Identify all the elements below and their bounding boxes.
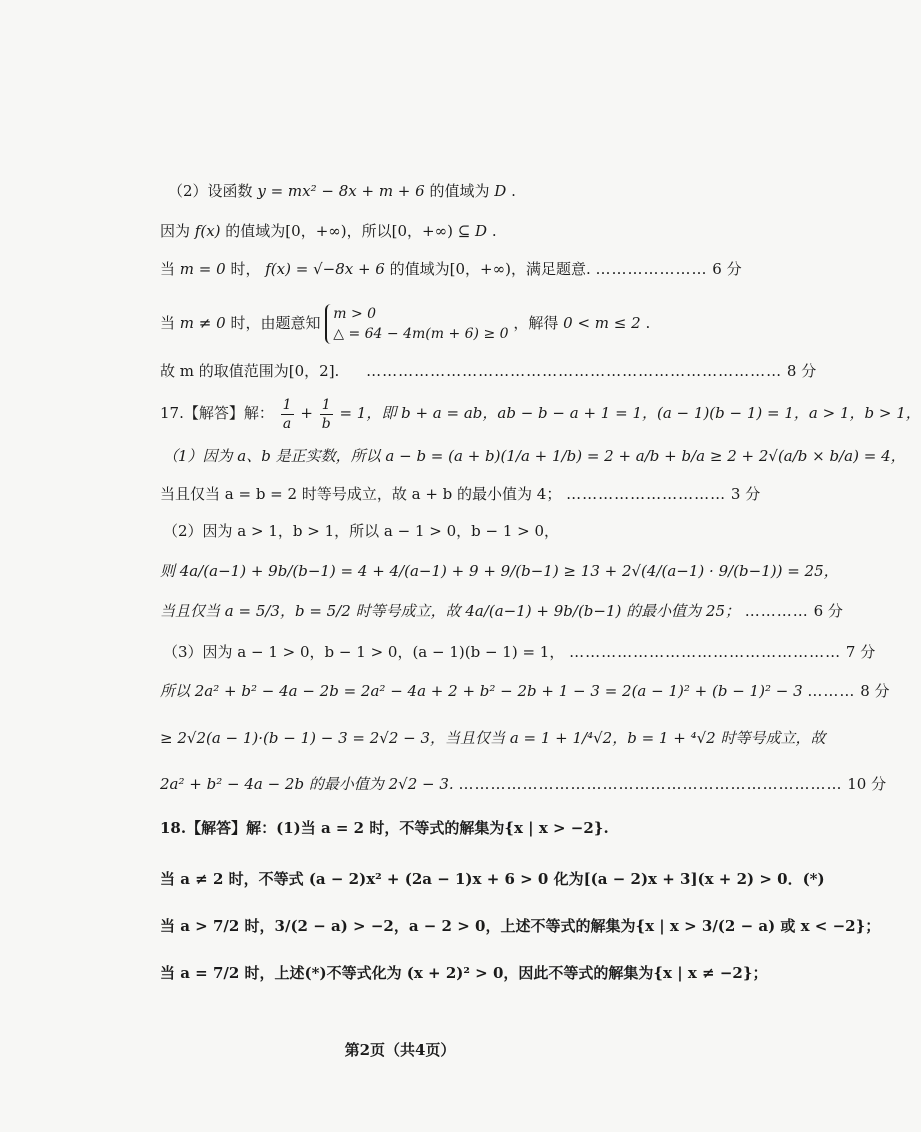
q17-2a-line: [163, 521, 559, 541]
text: 则 4a/(a−1) + 9b/(b−1) = 4 + 4/(a−1) + 9 + 9/(b−1) ≥ 13 + 2√(4/(a−1) · 9/(b−1)) = 25，: [160, 562, 839, 580]
text: （1）因为 a、b 是正实数，所以 a − b = (a + b)(1/a + 1/b) = 2 + a/b + b/a ≥ 2 + 2√(a/b × b/a) = 4，: [163, 447, 906, 465]
leader-dots: ……………………………………………………………………: [366, 362, 783, 380]
numerator: 1: [320, 396, 333, 415]
score: 8 分: [860, 682, 890, 700]
formula: = 1，即 b + a = ab，ab − b − a + 1 = 1，(a − 1)(b − 1) = 1，a > 1，b > 1，: [339, 404, 921, 422]
text: 故 m 的取值范围为[0，2].: [160, 362, 340, 380]
leader-dots: ……………………………………………: [569, 643, 842, 661]
q17-1a-line: [163, 446, 906, 466]
text: .: [491, 222, 497, 240]
operator: +: [300, 404, 313, 422]
formula: m = 0: [179, 260, 226, 278]
system-row: m > 0: [333, 306, 377, 322]
text: .: [645, 314, 651, 332]
page-footer: 第2页（共4页）: [344, 1041, 456, 1059]
text: 时，由题意知: [230, 314, 321, 332]
leader-dots: ………………………………………………………………: [458, 775, 843, 793]
score: 6 分: [813, 602, 843, 620]
leader-dots: …………: [744, 602, 809, 620]
fraction: [281, 396, 294, 433]
q18-c-line: [160, 963, 768, 983]
equation-system: [325, 304, 508, 344]
text: （2）设函数: [168, 182, 253, 200]
score: 8 分: [786, 362, 817, 380]
text: ，解得: [513, 314, 559, 332]
symbol: D: [475, 222, 488, 240]
fraction: [320, 396, 333, 433]
formula: f(x): [194, 222, 221, 240]
q17-head-line: [160, 395, 921, 433]
formula: f(x) = √−8x + 6: [265, 260, 385, 278]
formula: y = mx² − 8x + m + 6: [257, 182, 425, 200]
q18-a-line: [160, 869, 825, 889]
p2-conclusion-line: [160, 361, 816, 381]
q17-2c-line: [160, 601, 843, 621]
text: 当 a > 7/2 时，3/(2 − a) > −2，a − 2 > 0，上述不等式的解集为{x | x > 3/(2 − a) 或 x < −2}；: [160, 917, 881, 935]
q18-b-line: [160, 916, 880, 936]
q17-3a-line: [163, 642, 875, 662]
q17-3d-line: [160, 774, 886, 794]
symbol: D: [494, 182, 507, 200]
score: 6 分: [712, 260, 742, 278]
p2-mn0-line: [160, 301, 650, 345]
text: ≥ 2√2(a − 1)·(b − 1) − 3 = 2√2 − 3，当且仅当 a = 1 + 1/⁴√2，b = 1 + ⁴√2 时等号成立，故: [160, 729, 826, 747]
text: （2）因为 a > 1，b > 1，所以 a − 1 > 0，b − 1 > 0，: [163, 522, 560, 540]
leader-dots: ………: [807, 682, 856, 700]
text: 所以 2a² + b² − 4a − 2b = 2a² − 4a + 2 + b² − 2b + 1 − 3 = 2(a − 1)² + (b − 1)² − 3: [160, 682, 803, 700]
q17-2b-line: [160, 561, 839, 581]
text: （3）因为 a − 1 > 0，b − 1 > 0，(a − 1)(b − 1) = 1，: [163, 643, 565, 661]
q17-3b-line: [160, 681, 890, 701]
text: 因为: [160, 222, 191, 240]
score: 3 分: [730, 485, 761, 503]
text: 2a² + b² − 4a − 2b 的最小值为 2√2 − 3.: [160, 775, 454, 793]
text: 当: [160, 314, 176, 332]
text: 18.【解答】解：(1)当 a = 2 时，不等式的解集为{x | x > −2}.: [160, 819, 609, 837]
leader-dots: …………………: [595, 260, 708, 278]
text: 当 a = 7/2 时，上述(*)不等式化为 (x + 2)² > 0，因此不等式的解集为{x | x ≠ −2}；: [160, 964, 768, 982]
p2-range-line: [160, 221, 497, 241]
question-label: 17.【解答】解：: [160, 404, 274, 422]
denominator: b: [321, 415, 331, 432]
text: 的值域为[0，+∞)，所以[0，+∞) ⊆: [225, 222, 471, 240]
formula: m ≠ 0: [179, 314, 226, 332]
q17-3c-line: [160, 728, 825, 748]
text: 当: [160, 260, 176, 278]
leader-dots: …………………………: [566, 485, 727, 503]
p2-setup-line: [168, 181, 516, 201]
score: 7 分: [845, 643, 876, 661]
q18-head-line: [160, 818, 609, 838]
text: 当且仅当 a = 5/3，b = 5/2 时等号成立，故 4a/(a−1) + 9b/(b−1) 的最小值为 25；: [160, 602, 740, 620]
denominator: a: [282, 415, 292, 432]
text: 当且仅当 a = b = 2 时等号成立，故 a + b 的最小值为 4；: [160, 485, 562, 503]
p2-m0-line: [160, 259, 742, 279]
text: 的值域为: [429, 182, 490, 200]
q17-1b-line: [160, 484, 760, 504]
score: 10 分: [847, 775, 887, 793]
formula: 0 < m ≤ 2: [563, 314, 641, 332]
system-row: △ = 64 − 4m(m + 6) ≥ 0: [333, 326, 509, 342]
text: 的值域为[0，+∞)，满足题意.: [389, 260, 591, 278]
numerator: 1: [282, 396, 292, 413]
text: .: [511, 182, 516, 200]
text: 时，: [230, 260, 261, 278]
text: 当 a ≠ 2 时，不等式 (a − 2)x² + (2a − 1)x + 6 > 0 化为[(a − 2)x + 3](x + 2) > 0．(*): [160, 870, 825, 888]
